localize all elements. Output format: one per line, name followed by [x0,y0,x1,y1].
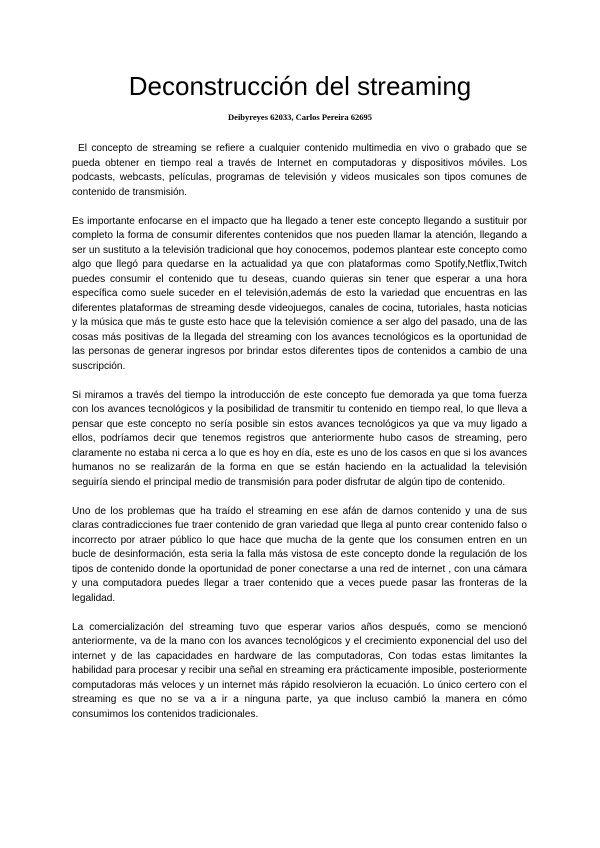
paragraph-1: El concepto de streaming se refiere a cualquier contenido multimedia en vivo o grabado que se pueda obtener en tiempo real a través de Internet en computadoras y dispositivos móviles. Los podcasts, webcasts, películas, programas de televisión y videos musicales son tipos comunes de contenido de transmisión. [72,143,527,198]
document-title: Deconstrucción del streaming [128,71,472,101]
document-authors: Deibyreyes 62033, Carlos Pereira 62695 [228,112,372,122]
paragraph-3: Si miramos a través del tiempo la introducción de este concepto fue demorada ya que toma fuerza con los avances tecnológicos y la posibilidad de transmitir tu contenido en tiempo real, lo que lleva a pensar que este concepto no sería posible sin estos avances tecnológicos ya que va muy ligado a ellos, podríamos decir que tenemos registros que anteriormente hubo casos de streaming, pero claramente no estaba ni cerca a lo que es hoy en día, este es uno de los casos en que si los avances humanos no se realizarán de la forma en que se están haciendo en la actualidad la televisión seguiría siendo el principal medio de transmisión para poder disfrutar de algún tipo de contenido. [72,389,527,488]
document-body [72,142,527,737]
paragraph-2: Es importante enfocarse en el impacto que ha llegado a tener este concepto llegando a sustituir por completo la forma de consumir diferentes contenidos que nos pueden llamar la atención, llegando a ser un sustituto a la televisión tradicional que hoy conocemos, podemos plantear este concepto como algo que llegó para quedarse en la actualidad ya que con plataformas como Spotify,Netflix,Twitch puedes consumir el contenido que tu deseas, cuando quieras sin tener que esperar a una hora específica como suele suceder en el televisión,además de esto la variedad que encuentras en las diferentes plataformas de streaming desde videojuegos, canales de cocina, tutoriales, hasta noticias y la música que más te guste esto hace que la televisión comience a ser algo del pasado, una de las cosas más positivas de la llegada del streaming con los avances tecnológicos es la oportunidad de las personas de generar ingresos por brindar estos diferentes tipos de contenidos a cambio de una suscripción. [72,215,527,372]
paragraph-4: Uno de los problemas que ha traído el streaming en ese afán de darnos contenido y una de sus claras contradicciones fue traer contenido de gran variedad que llega al punto crear contenido falso o incorrecto por atraer público lo que hace que mucha de la gente que los consumen entren en un bucle de desinformación, esta seria la falla más vistosa de este concepto donde la regulación de los tipos de contenido donde la oportunidad de poner conectarse a una red de internet , con una cámara y una computadora puedes llegar a traer contenido que a veces puede pasar las fronteras de la legalidad. [72,505,527,604]
paragraph-5: La comercialización del streaming tuvo que esperar varios años después, como se mencionó anteriormente, va de la mano con los avances tecnológicos y el crecimiento exponencial del uso del internet y de las capacidades en hardware de las computadoras, Con todas estas limitantes la habilidad para procesar y recibir una señal en streaming era prácticamente imposible, posteriormente computadoras más veloces y un internet más rápido resolvieron la ecuación. Lo único certero con el streaming es que no se va a ir a ninguna parte, ya que incluso cambió la manera en cómo consumimos los contenidos tradicionales. [72,621,527,720]
